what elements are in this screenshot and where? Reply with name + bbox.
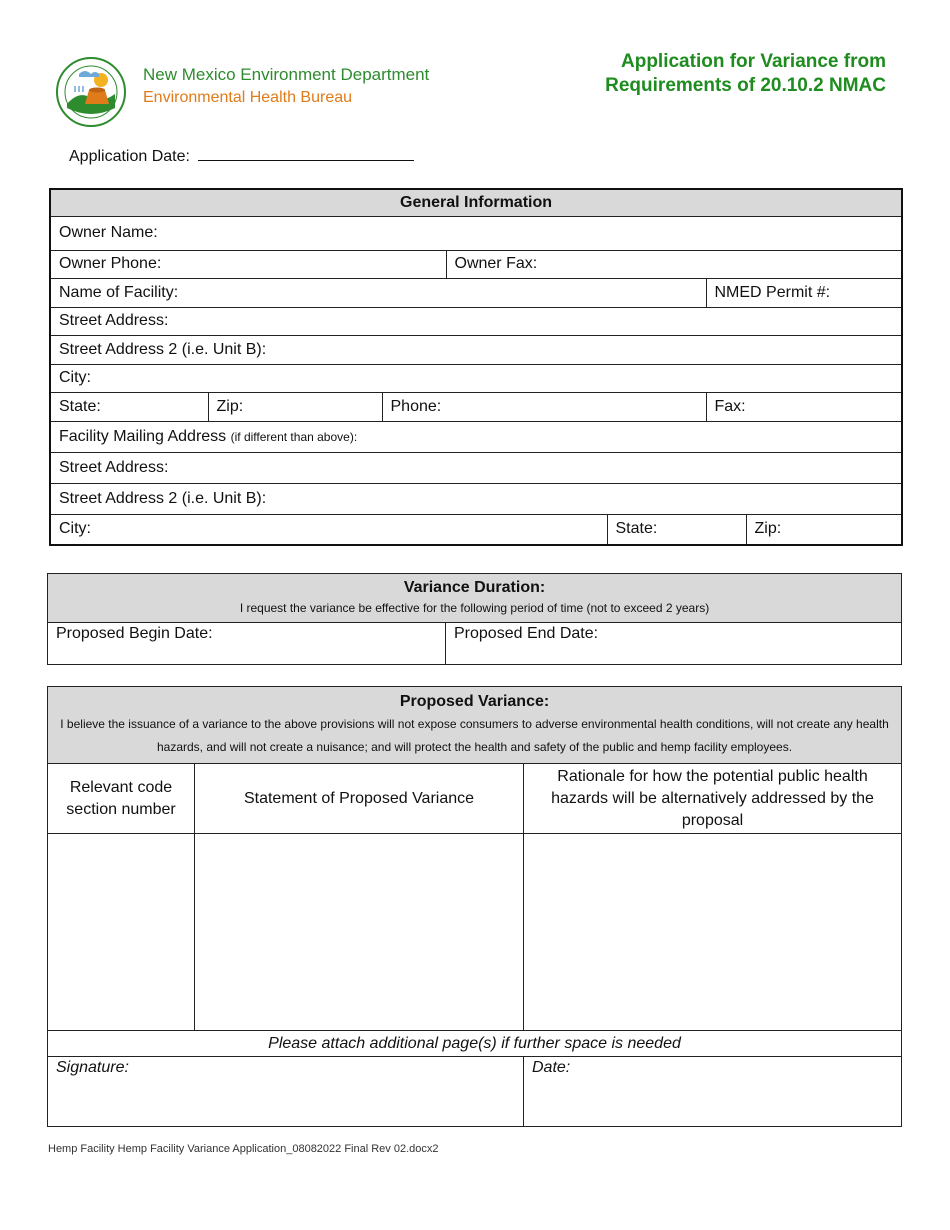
zip-field[interactable]: Zip: bbox=[208, 392, 382, 421]
variance-duration-heading: Variance Duration: bbox=[403, 579, 546, 596]
form-title-line-1: Application for Variance from bbox=[621, 51, 886, 72]
proposed-variance-subtext: I believe the issuance of a variance to the above provisions will not expose consumers to adverse environmental health conditions, will not create any health hazards, and will not create a nuisance; and will protect the health and safety of the public and hemp facility employees. bbox=[60, 717, 889, 754]
signature-field[interactable]: Signature: bbox=[48, 1057, 524, 1127]
mailing-address-label: Facility Mailing Address bbox=[59, 427, 231, 445]
code-section-column-header: Relevant code section number bbox=[48, 764, 195, 834]
mailing-zip-field[interactable]: Zip: bbox=[746, 514, 902, 545]
form-title bbox=[605, 50, 886, 98]
attach-pages-note: Please attach additional page(s) if further space is needed bbox=[48, 1031, 902, 1057]
signature-date-field[interactable]: Date: bbox=[524, 1057, 902, 1127]
code-section-input[interactable] bbox=[48, 834, 195, 1031]
mailing-street-address-field[interactable]: Street Address: bbox=[50, 452, 902, 483]
proposed-variance-header bbox=[48, 687, 902, 764]
nmed-permit-field[interactable]: NMED Permit #: bbox=[706, 278, 902, 307]
variance-duration-header bbox=[48, 574, 902, 623]
proposed-end-date-field[interactable]: Proposed End Date: bbox=[446, 623, 902, 665]
application-date-row bbox=[69, 146, 414, 166]
mailing-city-field[interactable]: City: bbox=[50, 514, 607, 545]
form-title-line-2: Requirements of 20.10.2 NMAC bbox=[605, 75, 886, 96]
proposed-variance-table bbox=[47, 686, 902, 1127]
variance-duration-subtext: I request the variance be effective for the following period of time (not to exceed 2 years) bbox=[239, 601, 710, 615]
general-information-heading: General Information bbox=[50, 189, 902, 216]
city-field[interactable]: City: bbox=[50, 364, 902, 392]
proposed-variance-heading: Proposed Variance: bbox=[399, 693, 550, 710]
mailing-address-note: (if different than above): bbox=[230, 429, 358, 444]
nmed-logo-icon bbox=[55, 56, 127, 128]
document-footer: Hemp Facility Hemp Facility Variance Application_08082022 Final Rev 02.docx2 bbox=[48, 1143, 439, 1155]
owner-fax-field[interactable]: Owner Fax: bbox=[446, 250, 902, 278]
department-name: New Mexico Environment Department bbox=[143, 65, 430, 84]
variance-duration-table bbox=[47, 573, 902, 665]
application-date-label: Application Date: bbox=[69, 148, 195, 165]
street-address-field[interactable]: Street Address: bbox=[50, 307, 902, 335]
application-date-field[interactable] bbox=[198, 146, 414, 161]
state-field[interactable]: State: bbox=[50, 392, 208, 421]
owner-name-field[interactable]: Owner Name: bbox=[50, 216, 902, 250]
statement-input[interactable] bbox=[195, 834, 524, 1031]
proposed-begin-date-field[interactable]: Proposed Begin Date: bbox=[48, 623, 446, 665]
mailing-address-heading bbox=[50, 421, 902, 452]
owner-phone-field[interactable]: Owner Phone: bbox=[50, 250, 446, 278]
general-information-table bbox=[49, 188, 903, 546]
street-address-2-field[interactable]: Street Address 2 (i.e. Unit B): bbox=[50, 335, 902, 364]
phone-field[interactable]: Phone: bbox=[382, 392, 706, 421]
rationale-column-header: Rationale for how the potential public health hazards will be alternatively addressed by the proposal bbox=[524, 764, 902, 834]
statement-column-header: Statement of Proposed Variance bbox=[195, 764, 524, 834]
rationale-input[interactable] bbox=[524, 834, 902, 1031]
bureau-name: Environmental Health Bureau bbox=[143, 89, 353, 106]
facility-name-field[interactable]: Name of Facility: bbox=[50, 278, 706, 307]
mailing-state-field[interactable]: State: bbox=[607, 514, 746, 545]
mailing-street-address-2-field[interactable]: Street Address 2 (i.e. Unit B): bbox=[50, 483, 902, 514]
fax-field[interactable]: Fax: bbox=[706, 392, 902, 421]
